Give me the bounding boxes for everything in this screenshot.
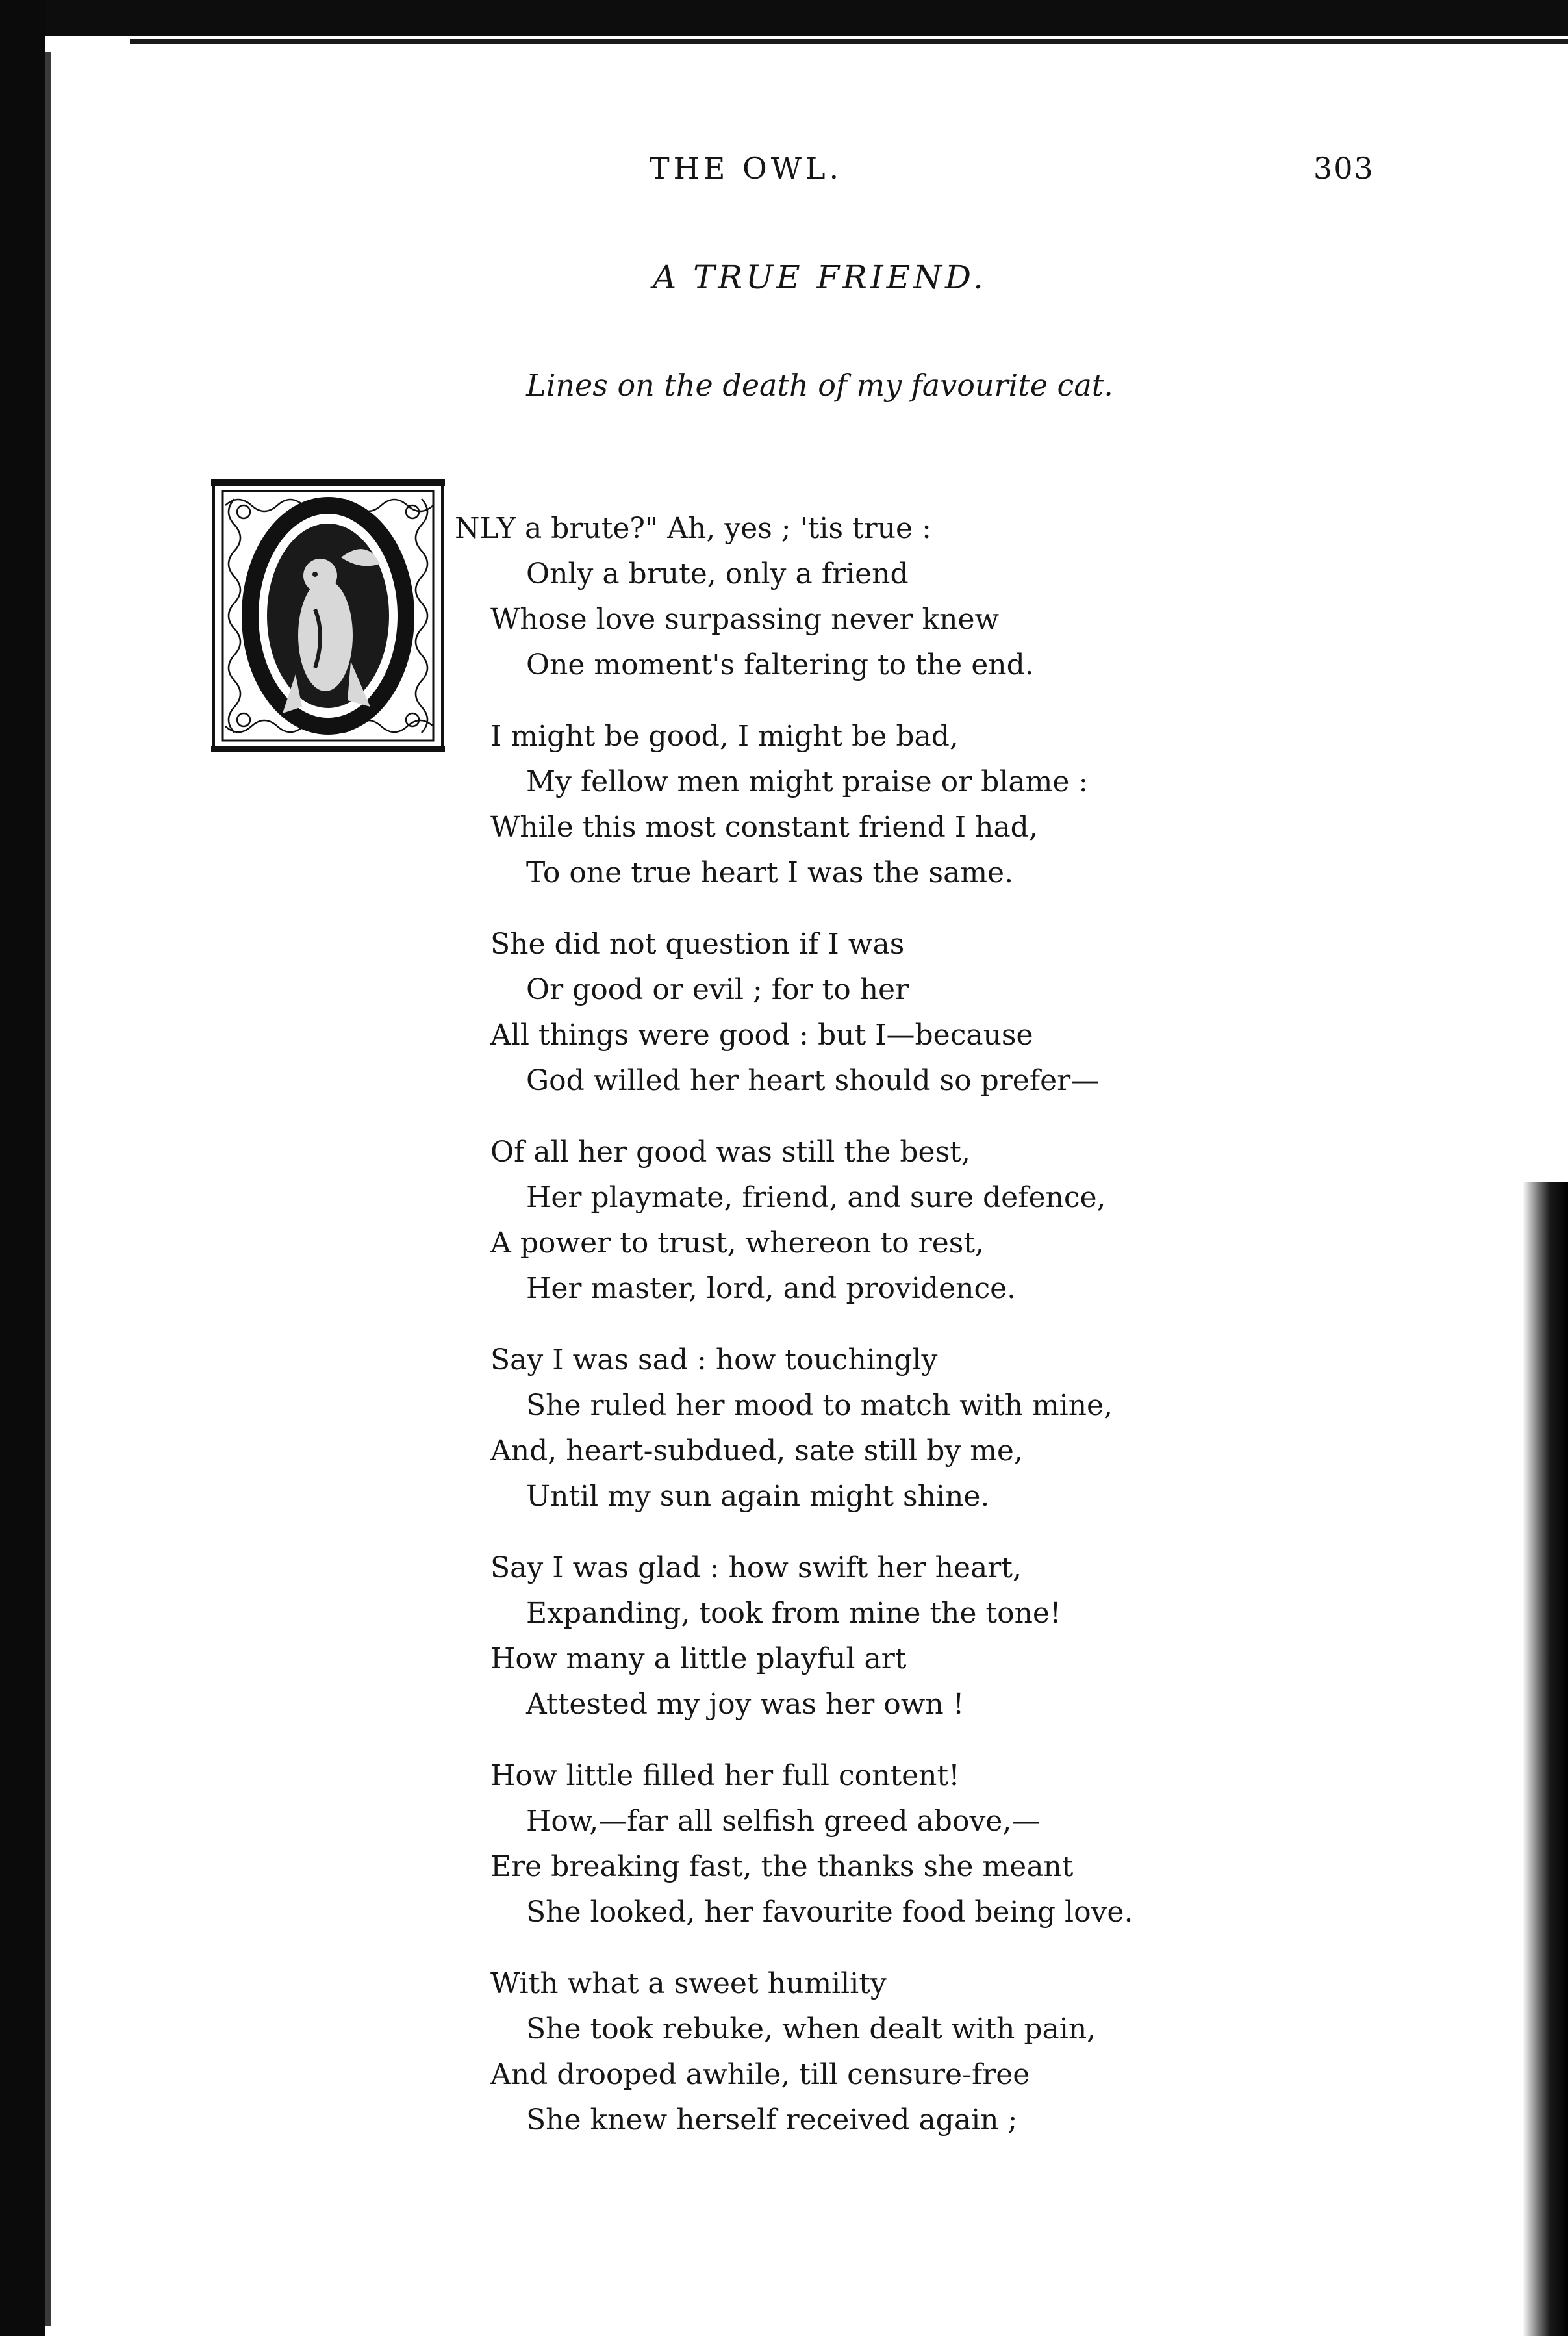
poem-line: And, heart-subdued, sate still by me, xyxy=(490,1434,1023,1467)
poem-line: Her playmate, friend, and sure defence, xyxy=(526,1181,1106,1214)
poem-subtitle: Lines on the death of my favourite cat. xyxy=(526,368,1113,403)
poem-line: Of all her good was still the best, xyxy=(490,1136,970,1169)
poem-line: How little filled her full content! xyxy=(490,1759,960,1792)
poem-line: My fellow men might praise or blame : xyxy=(526,765,1089,798)
poem-line: Ere breaking fast, the thanks she meant xyxy=(490,1850,1074,1883)
poem-line: She knew herself received again ; xyxy=(526,2103,1018,2137)
poem-line: God willed her heart should so prefer— xyxy=(526,1064,1100,1097)
poem-line: One moment's faltering to the end. xyxy=(526,648,1034,681)
poem-line: She took rebuke, when dealt with pain, xyxy=(526,2012,1096,2046)
poem-line: Until my sun again might shine. xyxy=(526,1480,990,1513)
poem-line: Say I was sad : how touchingly xyxy=(490,1343,938,1377)
poem-line: A power to trust, whereon to rest, xyxy=(490,1226,984,1260)
poem-line: Expanding, took from mine the tone! xyxy=(526,1597,1061,1630)
scan-right-shadow xyxy=(1523,1182,1568,2336)
poem-line: Only a brute, only a friend xyxy=(526,557,909,590)
poem-line: With what a sweet humility xyxy=(490,1967,887,2000)
poem-line: All things were good : but I—because xyxy=(490,1019,1033,1052)
page-number: 303 xyxy=(1313,151,1374,186)
poem-line: To one true heart I was the same. xyxy=(526,856,1014,889)
poem-line: Her master, lord, and providence. xyxy=(526,1272,1017,1305)
scan-left-border xyxy=(0,0,45,2336)
poem-line: NLY a brute?" Ah, yes ; 'tis true : xyxy=(455,512,931,545)
poem-line: Or good or evil ; for to her xyxy=(526,973,909,1006)
poem-line: While this most constant friend I had, xyxy=(490,811,1038,844)
poem-line: How many a little playful art xyxy=(490,1642,907,1675)
poem-title: A TRUE FRIEND. xyxy=(652,259,987,296)
ornamental-initial xyxy=(211,479,445,752)
scan-top-edge xyxy=(130,39,1568,44)
poem-line: She did not question if I was xyxy=(490,928,905,961)
poem-line: She looked, her favourite food being love. xyxy=(526,1896,1133,1929)
poem-line: Whose love surpassing never knew xyxy=(490,603,1000,636)
poem-line: She ruled her mood to match with mine, xyxy=(526,1389,1113,1422)
poem-line: How,—far all selfish greed above,— xyxy=(526,1805,1041,1838)
poem-line: Attested my joy was her own ! xyxy=(526,1688,965,1721)
scan-top-border xyxy=(45,0,1568,36)
poem-line: Say I was glad : how swift her heart, xyxy=(490,1551,1022,1584)
poem-line: I might be good, I might be bad, xyxy=(490,720,959,753)
poem-line: And drooped awhile, till censure-free xyxy=(490,2058,1030,2091)
running-title: THE OWL. xyxy=(650,151,843,186)
